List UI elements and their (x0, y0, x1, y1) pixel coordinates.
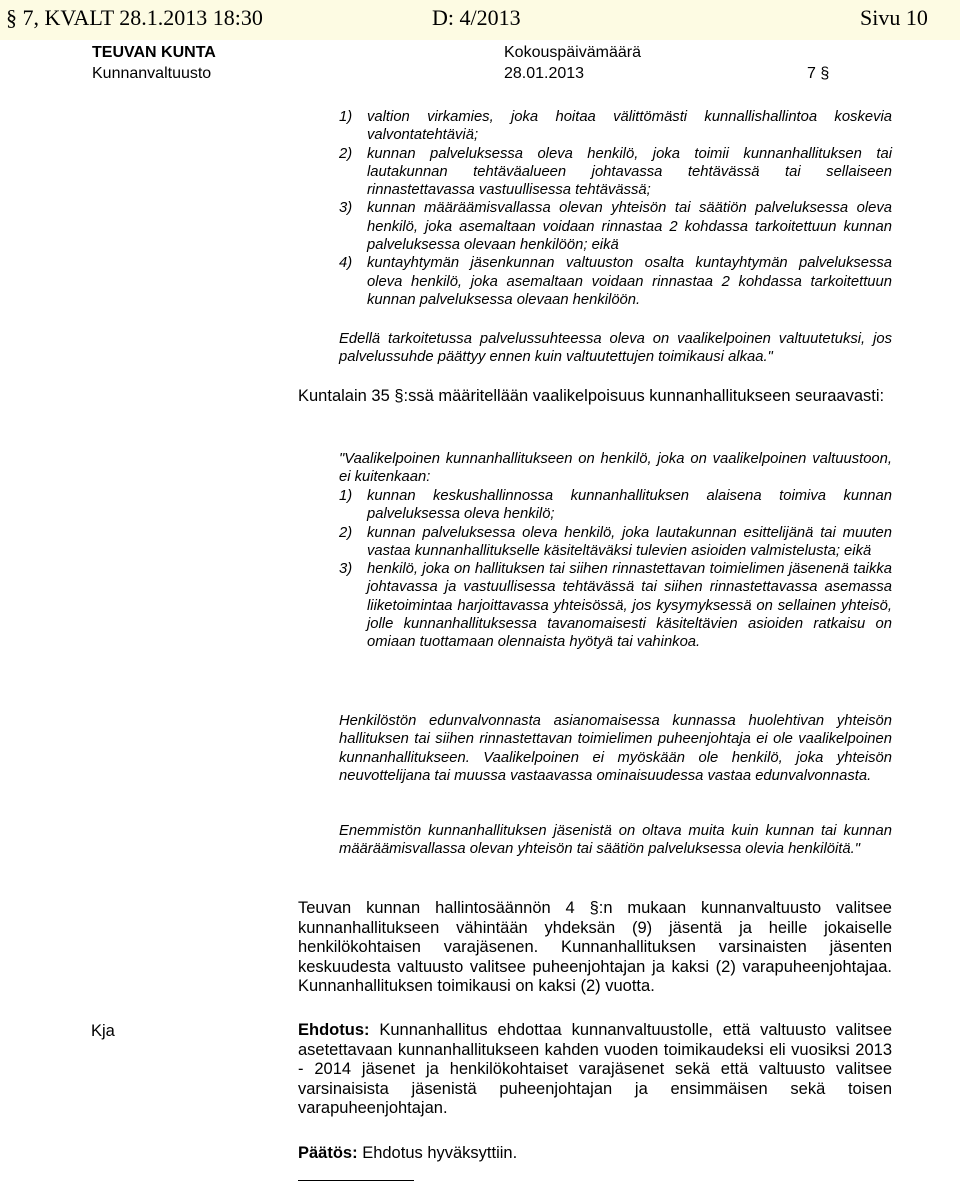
document-number: D: 4/2013 (432, 5, 521, 30)
list-item: 3) henkilö, joka on hallituksen tai siihen rinnastettavan toimielimen jäsenenä taikka johtavassa ja vastuullisessa tehtävässä tai siihen rinnastettavassa asemassa liiketoimintaa harjoittavassa yhteisössä, jos kysymyksessä on sellainen yhteisö, jolle kunnanhallituksessa tavanomaisesti käsiteltävien asioiden ratkaisu on omiaan tuottamaan olennaista hyötyä tai vahinkoa. (339, 561, 892, 651)
proposal-text: Kunnanhallitus ehdottaa kunnanvaltuustolle, että valtuusto valitsee asetettavaan kunnanhallitukseen kahden vuoden toimikaudeksi eli vuosiksi 2013 - 2014 jäsenet ja henkilökohtaiset varajäsenet sekä että valtuusto valitsee varsinaisista jäsenistä puheenjohtajan ja ensimmäisen sekä toisen varapuheenjohtajan. (298, 1021, 892, 1118)
list-item: 4) kuntayhtymän jäsenkunnan valtuuston osalta kuntayhtymän palveluksessa oleva henkilö, joka asemaltaan voidaan rinnastaa 2 kohdassa tarkoitettuun kunnan palveluksessa olevaan henkilöön. (339, 255, 892, 308)
proposal (298, 1021, 892, 1119)
eligibility-list-board (339, 487, 892, 652)
list-item: 3) kunnan määräämisvallassa olevan yhteisön tai säätiön palveluksessa oleva henkilö, joka asemaltaan voidaan rinnastaa 2 kohdassa tarkoitettuun kunnan palveluksessa olevaan henkilöön; eikä (339, 200, 892, 254)
date-label: Kokouspäivämäärä (504, 44, 641, 61)
list-item: 2) kunnan palveluksessa oleva henkilö, joka lautakunnan esittelijänä tai muuten vastaa kunnanhallitukselle käsiteltäväksi tulevien asioiden valmistelusta; eikä (339, 524, 892, 559)
proposal-label: Ehdotus: (298, 1021, 370, 1039)
list-item: 2) kunnan palveluksessa oleva henkilö, joka toimii kunnanhallituksen tai lautakunnan tehtäväalueen johtavassa tehtävässä tai sellaiseen rinnastettavassa vastuullisessa tehtävässä; (339, 145, 892, 199)
top-band (0, 0, 960, 40)
list-item: 1) valtion virkamies, joka hoitaa välittömästi kunnallishallintoa koskevia valvontatehtäviä; (339, 109, 892, 144)
preparer-label: Kja (91, 1022, 115, 1040)
organization-name: TEUVAN KUNTA (92, 44, 216, 61)
quoted-paragraph-edella: Edellä tarkoitetussa palvelussuhteessa oleva on vaalikelpoinen valtuutetuksi, jos palvelussuhde päättyy ennen kuin valtuutettujen toimikausi alkaa." (339, 331, 892, 366)
decision-text: Ehdotus hyväksyttiin. (362, 1144, 518, 1162)
section-number: 7 § (807, 65, 830, 82)
list-item: 1) kunnan keskushallinnossa kunnanhallituksen alaisena toimiva kunnan palveluksessa oleva henkilö; (339, 488, 892, 523)
quoted-paragraph-henkilosto: Henkilöstön edunvalvonnasta asianomaisessa kunnassa huolehtivan yhteisön hallituksen tai siihen rinnastettavan toimielimen puheenjohtaja ei ole vaalikelpoinen kunnanhallitukseen. Vaalikelpoinen ei myöskään ole henkilö, joka yhteisön neuvottelijana tai muussa vastaavassa ominaisuudessa vastaa edunvalvonnasta. (339, 713, 892, 784)
signature-line (298, 1180, 414, 1181)
page-number: Sivu 10 (860, 5, 928, 30)
decision-label: Päätös: (298, 1144, 358, 1162)
document-reference: § 7, KVALT 28.1.2013 18:30 (6, 5, 263, 30)
eligibility-list-council (339, 108, 892, 309)
paragraph-kuntalaki: Kuntalain 35 §:ssä määritellään vaalikelpoisuus kunnanhallitukseen seuraavasti: (298, 387, 885, 405)
decision (298, 1144, 892, 1164)
quote-intro: "Vaalikelpoinen kunnanhallitukseen on henkilö, joka on vaalikelpoinen valtuustoon, ei kuitenkaan: (339, 451, 892, 486)
quoted-paragraph-enemmisto: Enemmistön kunnanhallituksen jäsenistä on oltava muita kuin kunnan tai kunnan määräämisvallassa olevan yhteisön tai säätiön palveluksessa olevia henkilöitä." (339, 823, 892, 858)
meeting-date: 28.01.2013 (504, 65, 585, 82)
paragraph-hallintosaanto: Teuvan kunnan hallintosäännön 4 §:n mukaan kunnanvaltuusto valitsee kunnanhallitukseen vähintään yhdeksän (9) jäsentä ja heille jokaiselle henkilökohtaisen varajäsenen. Kunnanhallituksen varsinaisten jäsenten keskuudesta valtuusto valitsee puheenjohtajan ja kaksi (2) varapuheenjohtajaa. Kunnanhallituksen toimikausi on kaksi (2) vuotta. (298, 899, 892, 996)
council-name: Kunnanvaltuusto (92, 65, 212, 82)
